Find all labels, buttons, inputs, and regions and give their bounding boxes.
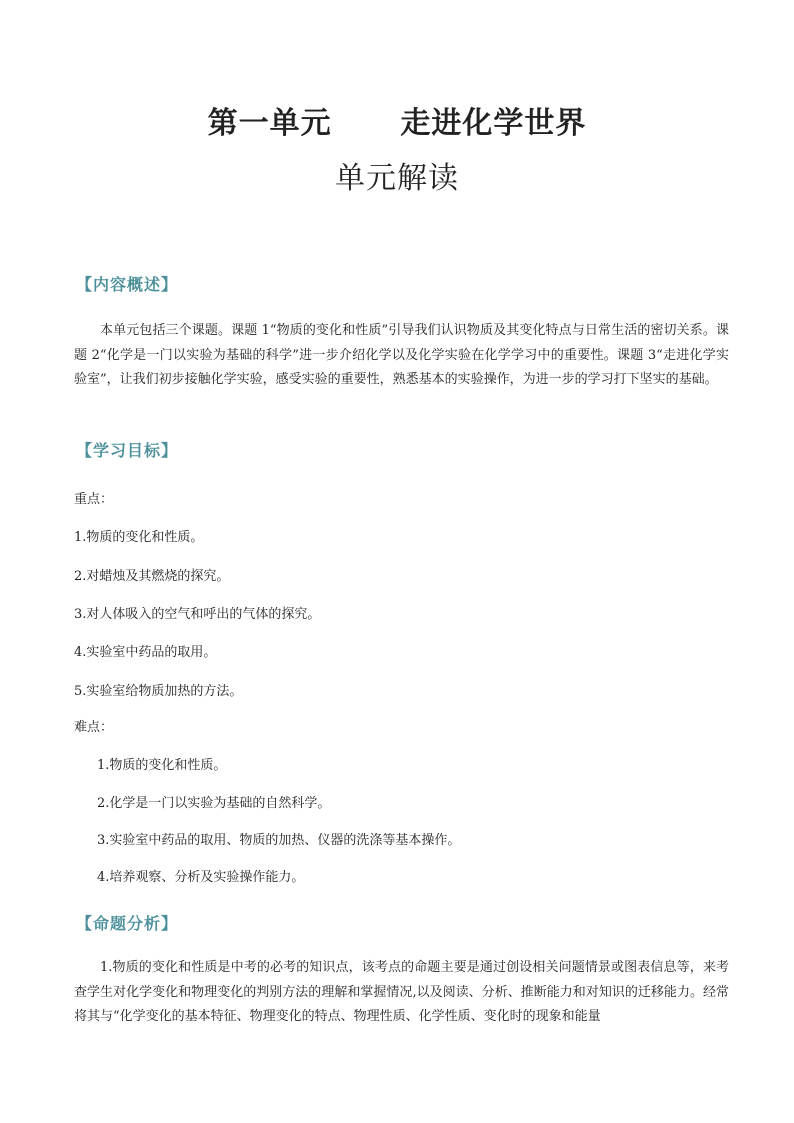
key-point-item: 4.实验室中药品的取用。 [74, 645, 217, 660]
analysis-paragraph: 1.物质的变化和性质是中考的必考的知识点，该考点的命题主要是通过创设相关问题情景或图表信息等，来考查学生对化学变化和物理变化的判别方法的理解和掌握情况,以及阅读、分析、推断能力和对知识的迁移能力。经常将其与“化学变化的基本特征、物理变化的特点、物理性质、化学性质、变化时的现象和能量 [74, 960, 729, 1024]
key-point-item: 1.物质的变化和性质。 [74, 530, 204, 545]
section-heading-analysis: 【命题分析】 [76, 914, 179, 933]
section-heading-goals: 【学习目标】 [76, 441, 179, 460]
section-heading-overview: 【内容概述】 [76, 275, 179, 294]
key-point-item: 5.实验室给物质加热的方法。 [74, 684, 243, 699]
key-point-item: 2.对蜡烛及其燃烧的探究。 [74, 569, 230, 584]
difficult-point-item: 3.实验室中药品的取用、物质的加热、仪器的洗涤等基本操作。 [97, 833, 461, 848]
difficult-point-item: 2.化学是一门以实验为基础的自然科学。 [97, 796, 331, 811]
key-points-label: 重点： [74, 492, 114, 507]
page-subtitle: 单元解读 [335, 161, 459, 196]
key-point-item: 3.对人体吸入的空气和呼出的气体的探究。 [74, 607, 321, 622]
difficult-point-item: 4.培养观察、分析及实验操作能力。 [97, 870, 305, 885]
difficult-points-label: 难点： [74, 720, 114, 735]
page-title: 第一单元 走进化学世界 [207, 106, 587, 141]
overview-paragraph: 本单元包括三个课题。课题 1“物质的变化和性质”引导我们认识物质及其变化特点与日常生活的密切关系。课题 2“化学是一门以实验为基础的科学”进一步介绍化学以及化学实验在化学学习中的重要性。课题 3“走进化学实验室”，让我们初步接触化学实验，感受实验的重要性，熟悉基本的实验操作，为进一步的学习打下坚实的基础。 [74, 323, 729, 387]
difficult-point-item: 1.物质的变化和性质。 [97, 758, 227, 773]
